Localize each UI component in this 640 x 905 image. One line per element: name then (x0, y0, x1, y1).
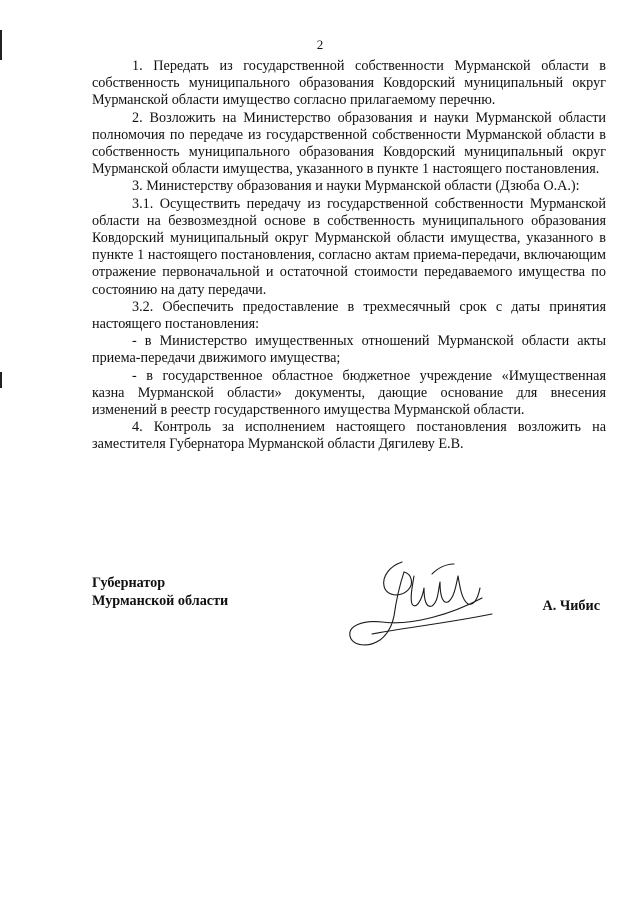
paragraph-2: 2. Возложить на Министерство образования и науки Мурманской области полномочия по передаче из государственной собственности Мурманской области в собственность муниципального образования Ковдорский муниципальный округ Мурманской области имущества, указанного в пункте 1 настоящего постановления. (92, 109, 606, 178)
document-body (92, 58, 606, 454)
signer-position-line-2: Мурманской области (92, 593, 229, 609)
paragraph-3-2-item-1: - в Министерство имущественных отношений Мурманской области акты приема-передачи движимого имущества; (92, 333, 606, 367)
paragraph-3-2-item-2: - в государственное областное бюджетное учреждение «Имущественная казна Мурманской области» документы, дающие основание для внесения изменений в реестр государственного имущества Мурманской области. (92, 367, 606, 419)
paragraph-4: 4. Контроль за исполнением настоящего постановления возложить на заместителя Губернатора Мурманской области Дягилеву Е.В. (92, 419, 606, 453)
paragraph-3-2: 3.2. Обеспечить предоставление в трехмесячный срок с даты принятия настоящего постановления: (92, 298, 606, 333)
handwritten-signature (342, 554, 512, 659)
edge-mark-top (0, 30, 2, 60)
edge-mark-middle (0, 372, 2, 388)
signer-position-line-1: Губернатор (92, 575, 166, 591)
signature-block (92, 574, 606, 674)
paragraph-3: 3. Министерству образования и науки Мурманской области (Дзюба О.А.): (132, 178, 580, 195)
signer-position (92, 574, 228, 610)
paragraph-1: 1. Передать из государственной собственности Мурманской области в собственность муниципального образования Ковдорский муниципальный округ Мурманской области имущество согласно прилагаемому перечню. (92, 58, 606, 109)
paragraph-3-1: 3.1. Осуществить передачу из государственной собственности Мурманской области на безвозмездной основе в собственность муниципального образования Ковдорский муниципальный округ Мурманской области имущества, указанного в пункте 1 настоящего постановления, согласно актам приема-передачи, включающим отражение первоначальной и остаточной стоимости передаваемого имущества по состоянию на дату передачи. (92, 195, 606, 298)
signer-name: А. Чибис (542, 598, 600, 614)
page-number: 2 (316, 37, 324, 52)
